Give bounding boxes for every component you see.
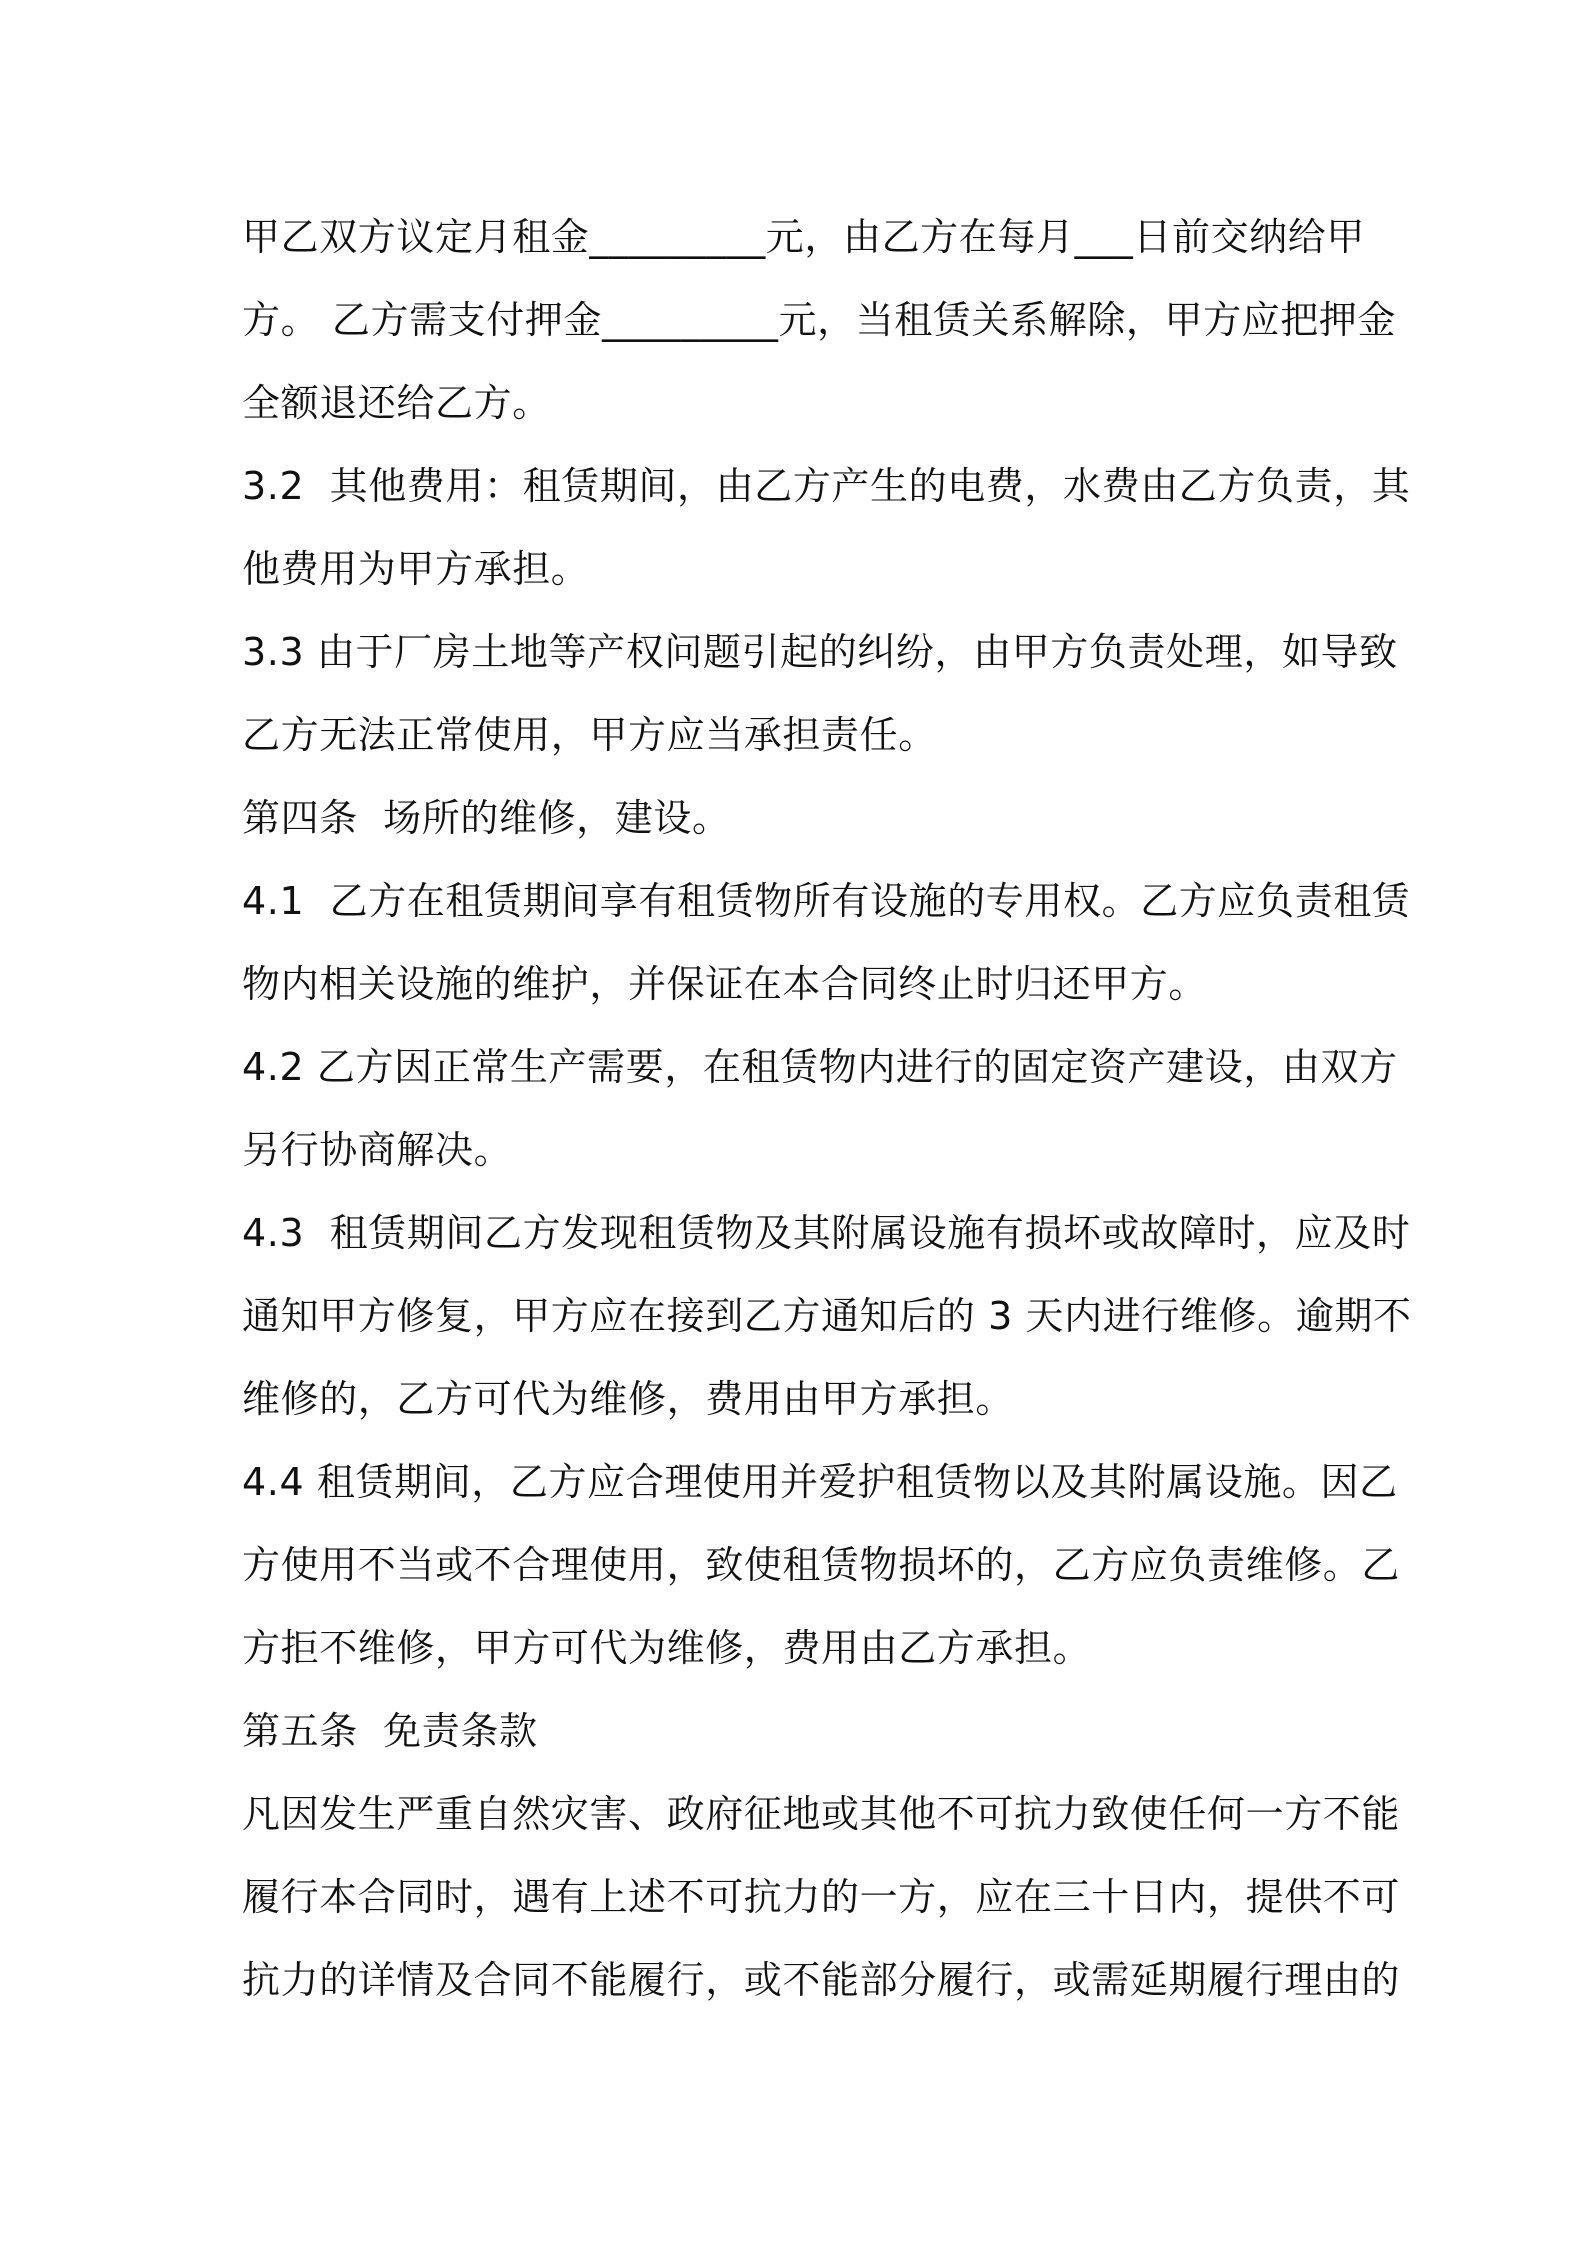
text-line: 方。 乙方需支付押金_________元，当租赁关系解除，甲方应把押金 — [242, 298, 1397, 342]
contract-text — [242, 196, 1412, 2022]
text-line: 抗力的详情及合同不能履行，或不能部分履行，或需延期履行理由的 — [242, 1958, 1401, 2002]
text-line: 方使用不当或不合理使用，致使租赁物损坏的，乙方应负责维修。乙 — [242, 1543, 1401, 1587]
text-line: 全额退还给乙方。 — [242, 381, 551, 425]
section-heading: 第四条 场所的维修，建设。 — [242, 796, 731, 840]
text-line: 通知甲方修复，甲方应在接到乙方通知后的 3 天内进行维修。逾期不 — [242, 1294, 1412, 1338]
text-line: 另行协商解决。 — [242, 1128, 513, 1172]
text-line: 凡因发生严重自然灾害、政府征地或其他不可抗力致使任何一方不能 — [242, 1792, 1401, 1836]
text-line: 乙方无法正常使用，甲方应当承担责任。 — [242, 713, 937, 757]
text-line: 物内相关设施的维护，并保证在本合同终止时归还甲方。 — [242, 962, 1208, 1006]
text-line: 他费用为甲方承担。 — [242, 547, 590, 591]
text-line: 甲乙双方议定月租金_________元，由乙方在每月___日前交纳给甲 — [242, 215, 1366, 259]
text-line: 维修的，乙方可代为维修，费用由甲方承担。 — [242, 1377, 1015, 1421]
text-line: 3.3 由于厂房土地等产权问题引起的纠纷，由甲方负责处理，如导致 — [242, 630, 1398, 674]
text-line: 4.1 乙方在租赁期间享有租赁物所有设施的专用权。乙方应负责租赁 — [242, 879, 1411, 923]
text-line: 履行本合同时，遇有上述不可抗力的一方，应在三十日内，提供不可 — [242, 1875, 1401, 1919]
text-line: 4.4 租赁期间，乙方应合理使用并爱护租赁物以及其附属设施。因乙 — [242, 1460, 1398, 1504]
section-heading: 第五条 免责条款 — [242, 1709, 538, 1753]
text-line: 4.2 乙方因正常生产需要，在租赁物内进行的固定资产建设，由双方 — [242, 1045, 1398, 1089]
text-line: 3.2 其他费用：租赁期间，由乙方产生的电费，水费由乙方负责，其 — [242, 464, 1411, 508]
text-line: 4.3 租赁期间乙方发现租赁物及其附属设施有损坏或故障时，应及时 — [242, 1211, 1411, 1255]
text-line: 方拒不维修，甲方可代为维修，费用由乙方承担。 — [242, 1626, 1092, 1670]
